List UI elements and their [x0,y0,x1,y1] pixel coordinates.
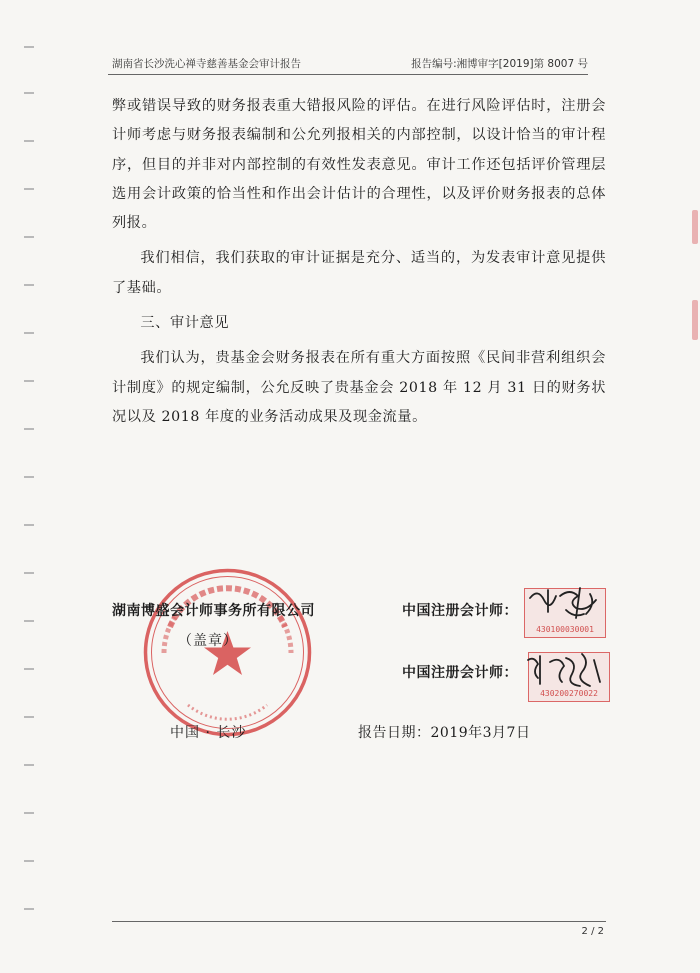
firm-seal [140,565,315,740]
cpa-signature-1 [520,580,610,630]
header-org-title: 湖南省长沙洗心禅寺慈善基金会审计报告 [112,58,301,70]
scan-mark [24,764,34,766]
cpa-number-1: 430100030001 [536,625,594,634]
paragraph-risk-assessment: 弊或错误导致的财务报表重大错报风险的评估。在进行风险评估时，注册会计师考虑与财务报表编制和公允列报相关的内部控制，以设计恰当的审计程序，但目的并非对内部控制的有效性发表意见。审计工作还包括评价管理层选用会计政策的恰当性和作出会计估计的合理性，以及评价财务报表的总体列报。 [112,98,606,232]
seal-note: （盖章） [178,633,238,649]
scan-mark [24,236,34,238]
scan-mark [24,716,34,718]
scan-mark [24,92,34,94]
scan-mark [24,46,34,48]
scan-mark [24,332,34,334]
scan-mark [24,668,34,670]
cpa-number-2: 430200270022 [540,689,598,698]
scan-mark [24,860,34,862]
report-body [112,92,606,432]
header-report-number: 报告编号:湘博审字[2019]第 8007 号 [411,58,588,70]
edge-stamp-mark [692,210,698,244]
report-city: 中国 · 长沙 [170,725,247,741]
scan-mark [24,620,34,622]
report-date: 报告日期：2019年3月7日 [358,725,531,741]
edge-stamp-mark [692,300,698,340]
scan-mark [24,908,34,910]
scan-mark [24,476,34,478]
scan-mark [24,524,34,526]
page-indicator: 2 / 2 [581,926,604,937]
paragraph-evidence: 我们相信，我们获取的审计证据是充分、适当的，为发表审计意见提供了基础。 [112,250,606,296]
scan-mark [24,428,34,430]
accounting-firm-name: 湖南博盛会计师事务所有限公司 [112,603,315,619]
cpa-signature-2 [520,646,610,696]
scan-mark [24,140,34,142]
scan-mark [24,812,34,814]
paragraph-opinion: 我们认为，贵基金会财务报表在所有重大方面按照《民间非营利组织会计制度》的规定编制，公允反映了贵基金会 2018 年 12 月 31 日的财务状况以及 2018 年度的业务活动成果及现金流量。 [112,350,606,425]
section-heading-opinion: 三、审计意见 [140,315,230,332]
cpa-label-2: 中国注册会计师： [402,665,518,681]
scan-mark [24,188,34,190]
header-divider [108,74,588,75]
cpa-label-1: 中国注册会计师： [402,603,518,619]
scan-mark [24,572,34,574]
page-header [112,56,588,71]
scan-mark [24,380,34,382]
footer-divider [112,921,606,922]
scan-mark [24,284,34,286]
